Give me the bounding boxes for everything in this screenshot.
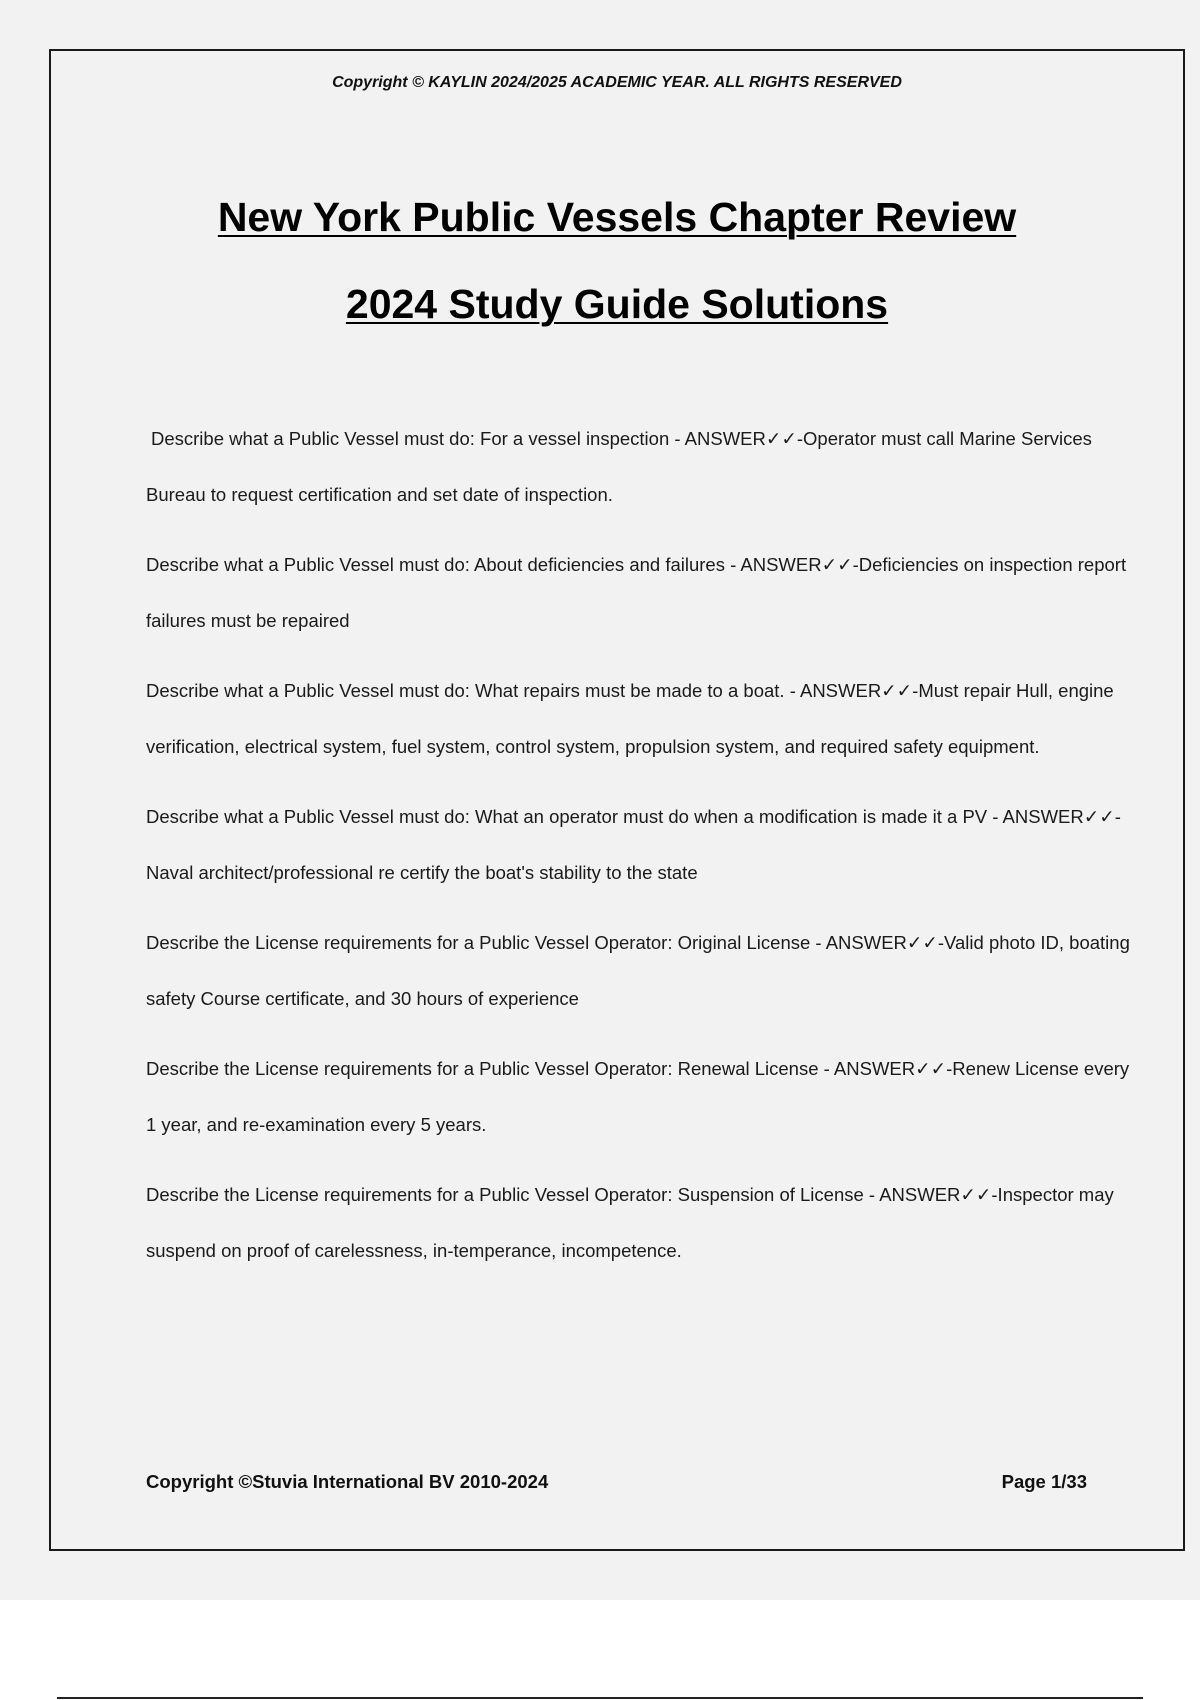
qa-item: Describe the License requirements for a Public Vessel Operator: Suspension of License - ANSWER✓✓-Inspector may suspend on proof of carelessness, in-temperance, incompetence. xyxy=(146,1184,1114,1261)
title-line-2: 2024 Study Guide Solutions xyxy=(345,281,889,327)
document-title xyxy=(51,174,1183,348)
qa-item: Describe what a Public Vessel must do: For a vessel inspection - ANSWER✓✓-Operator must call Marine Services Bureau to request certification and set date of inspection. xyxy=(146,428,1092,505)
qa-item: Describe what a Public Vessel must do: What an operator must do when a modification is made it a PV - ANSWER✓✓-Naval architect/professional re certify the boat's stability to the state xyxy=(146,806,1121,883)
qa-item: Describe the License requirements for a Public Vessel Operator: Renewal License - ANSWER✓✓-Renew License every 1 year, and re-examination every 5 years. xyxy=(146,1058,1130,1135)
header-copyright: Copyright © KAYLIN 2024/2025 ACADEMIC YEAR. ALL RIGHTS RESERVED xyxy=(332,74,902,91)
title-line-1: New York Public Vessels Chapter Review xyxy=(217,194,1017,240)
qa-list xyxy=(146,411,1136,1293)
page-border xyxy=(49,49,1185,1551)
qa-item: Describe the License requirements for a Public Vessel Operator: Original License - ANSWER✓✓-Valid photo ID, boating safety Course certificate, and 30 hours of experience xyxy=(146,932,1130,1009)
qa-item: Describe what a Public Vessel must do: About deficiencies and failures - ANSWER✓✓-Deficiencies on inspection report failures must be repaired xyxy=(146,554,1127,631)
next-page-divider xyxy=(57,1697,1143,1699)
footer-copyright: Copyright ©Stuvia International BV 2010-2024 xyxy=(146,1471,549,1492)
qa-item: Describe what a Public Vessel must do: What repairs must be made to a boat. - ANSWER✓✓-Must repair Hull, engine verification, electrical system, fuel system, control system, propulsion system, and required safety equipment. xyxy=(146,680,1114,757)
page-number: Page 1/33 xyxy=(1001,1471,1087,1492)
